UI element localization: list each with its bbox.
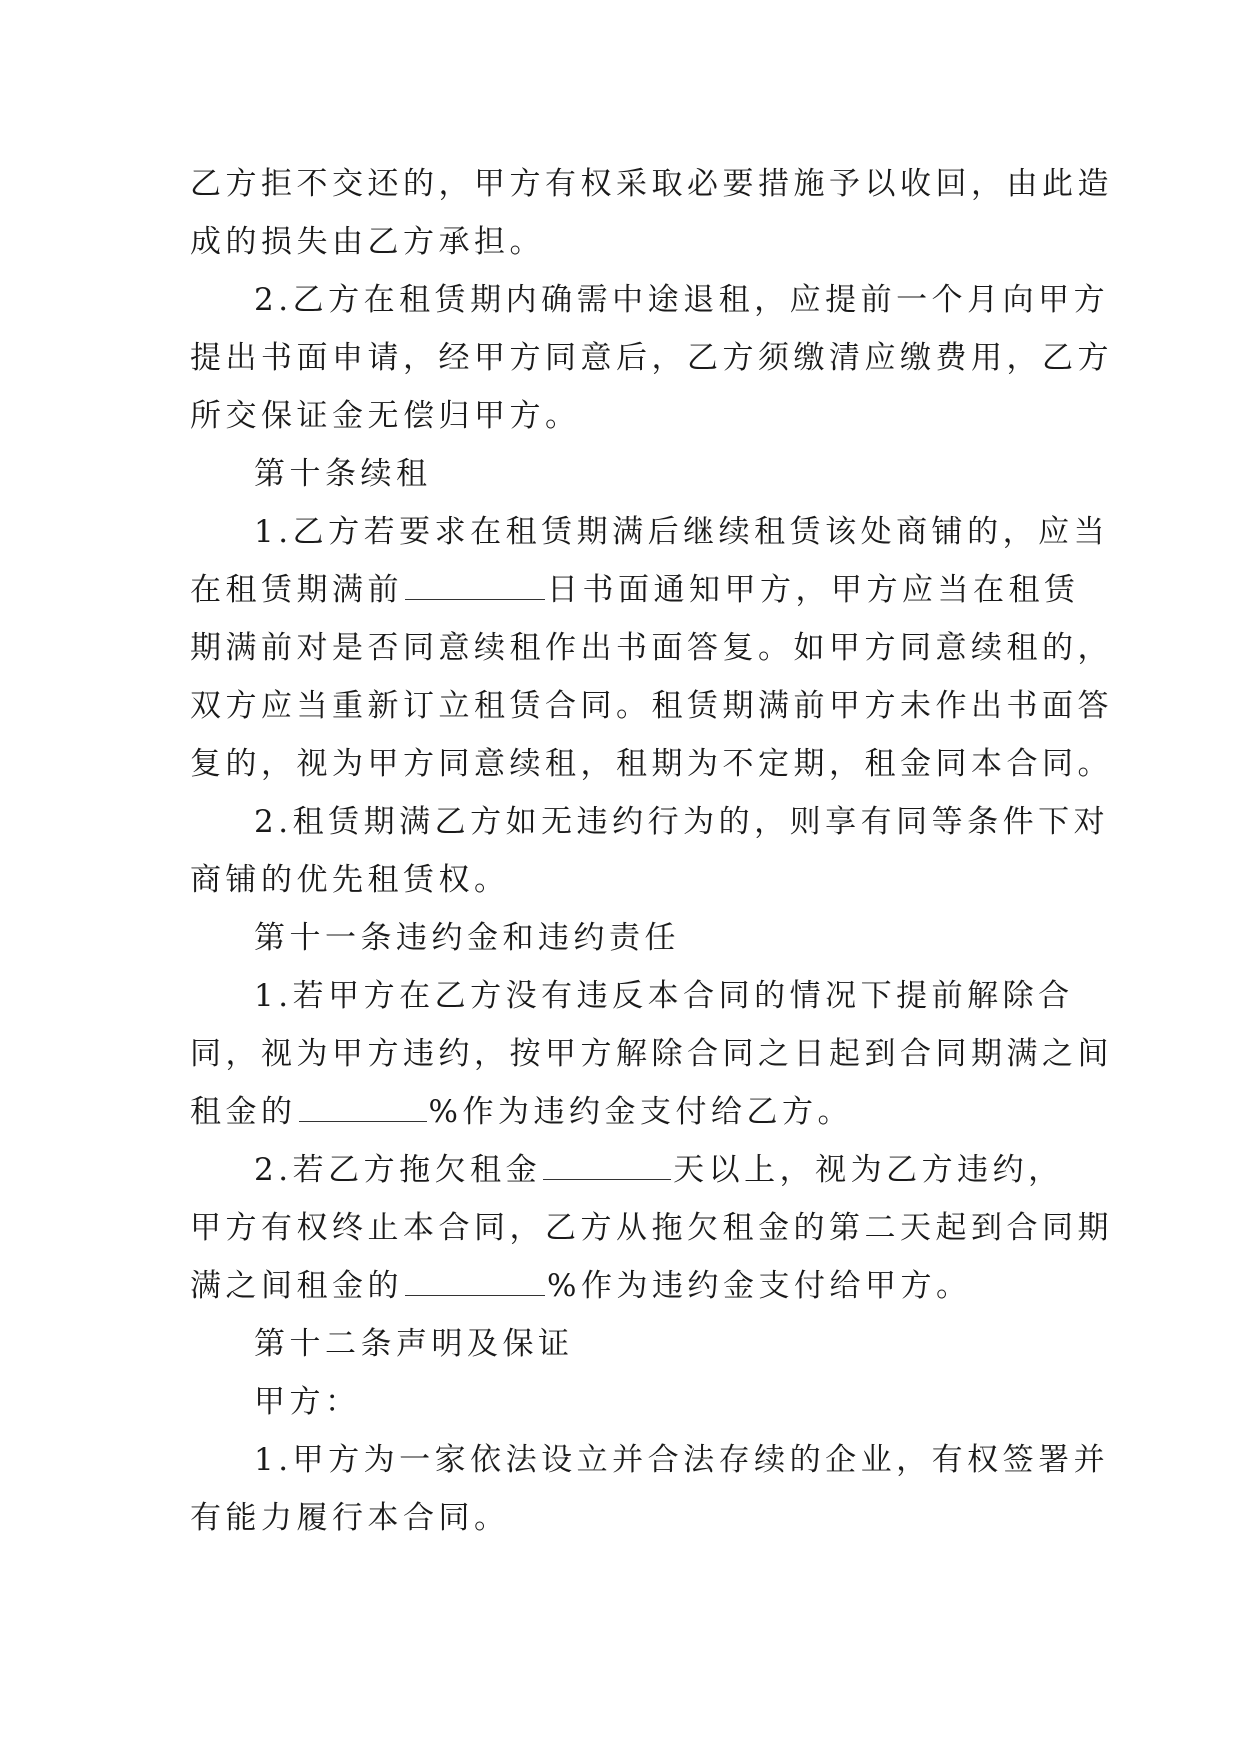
paragraph-line: 1.若甲方在乙方没有违反本合同的情况下提前解除合 xyxy=(254,978,1074,1014)
paragraph-line-with-blank xyxy=(190,1141,1070,1199)
fill-in-blank-days xyxy=(543,1149,671,1180)
line-text-before-blank: 租金的 xyxy=(190,1094,297,1130)
section-heading-renewal: 第十条续租 xyxy=(254,456,432,492)
fill-in-blank-days xyxy=(405,569,545,600)
section-heading-liability: 第十一条违约金和违约责任 xyxy=(254,920,680,956)
paragraph-line: 有能力履行本合同。 xyxy=(190,1500,510,1536)
paragraph-line: 所交保证金无偿归甲方。 xyxy=(190,398,581,434)
paragraph-line: 2.租赁期满乙方如无违约行为的，则享有同等条件下对 xyxy=(254,804,1110,840)
line-text-after-blank: 日书面通知甲方，甲方应当在租赁 xyxy=(547,572,1080,608)
paragraph-line: 1.甲方为一家依法设立并合法存续的企业，有权签署并 xyxy=(254,1442,1110,1478)
section-heading-declarations: 第十二条声明及保证 xyxy=(254,1326,574,1362)
paragraph-line: 甲方有权终止本合同，乙方从拖欠租金的第二天起到合同期 xyxy=(190,1210,1113,1246)
line-text-before-blank: 在租赁期满前 xyxy=(190,572,403,608)
paragraph-line: 成的损失由乙方承担。 xyxy=(190,224,545,260)
line-text-after-blank: 天以上，视为乙方违约， xyxy=(673,1152,1064,1188)
line-text-before-blank: 满之间租金的 xyxy=(190,1268,403,1304)
fill-in-blank-percent xyxy=(405,1265,545,1296)
paragraph-line-with-blank xyxy=(190,561,1080,619)
paragraph-line: 2.乙方在租赁期内确需中途退租，应提前一个月向甲方 xyxy=(254,282,1110,318)
line-text-after-blank: %作为违约金支付给甲方。 xyxy=(547,1268,972,1304)
paragraph-line-with-blank xyxy=(190,1257,1070,1315)
paragraph-line: 乙方拒不交还的，甲方有权采取必要措施予以收回，由此造 xyxy=(190,166,1113,202)
paragraph-line: 期满前对是否同意续租作出书面答复。如甲方同意续租的， xyxy=(190,630,1113,666)
paragraph-line: 复的，视为甲方同意续租，租期为不定期，租金同本合同。 xyxy=(190,746,1113,782)
paragraph-line: 同，视为甲方违约，按甲方解除合同之日起到合同期满之间 xyxy=(190,1036,1113,1072)
paragraph-line: 商铺的优先租赁权。 xyxy=(190,862,510,898)
paragraph-line: 双方应当重新订立租赁合同。租赁期满前甲方未作出书面答 xyxy=(190,688,1113,724)
party-a-label: 甲方： xyxy=(254,1384,361,1420)
paragraph-line: 提出书面申请，经甲方同意后，乙方须缴清应缴费用，乙方 xyxy=(190,340,1113,376)
paragraph-line: 1.乙方若要求在租赁期满后继续租赁该处商铺的，应当 xyxy=(254,514,1110,550)
line-text-after-blank: %作为违约金支付给乙方。 xyxy=(428,1094,853,1130)
paragraph-line-with-blank xyxy=(190,1083,1070,1141)
fill-in-blank-percent xyxy=(299,1091,427,1122)
line-text-before-blank: 2.若乙方拖欠租金 xyxy=(254,1152,542,1188)
document-body xyxy=(190,155,1113,1547)
